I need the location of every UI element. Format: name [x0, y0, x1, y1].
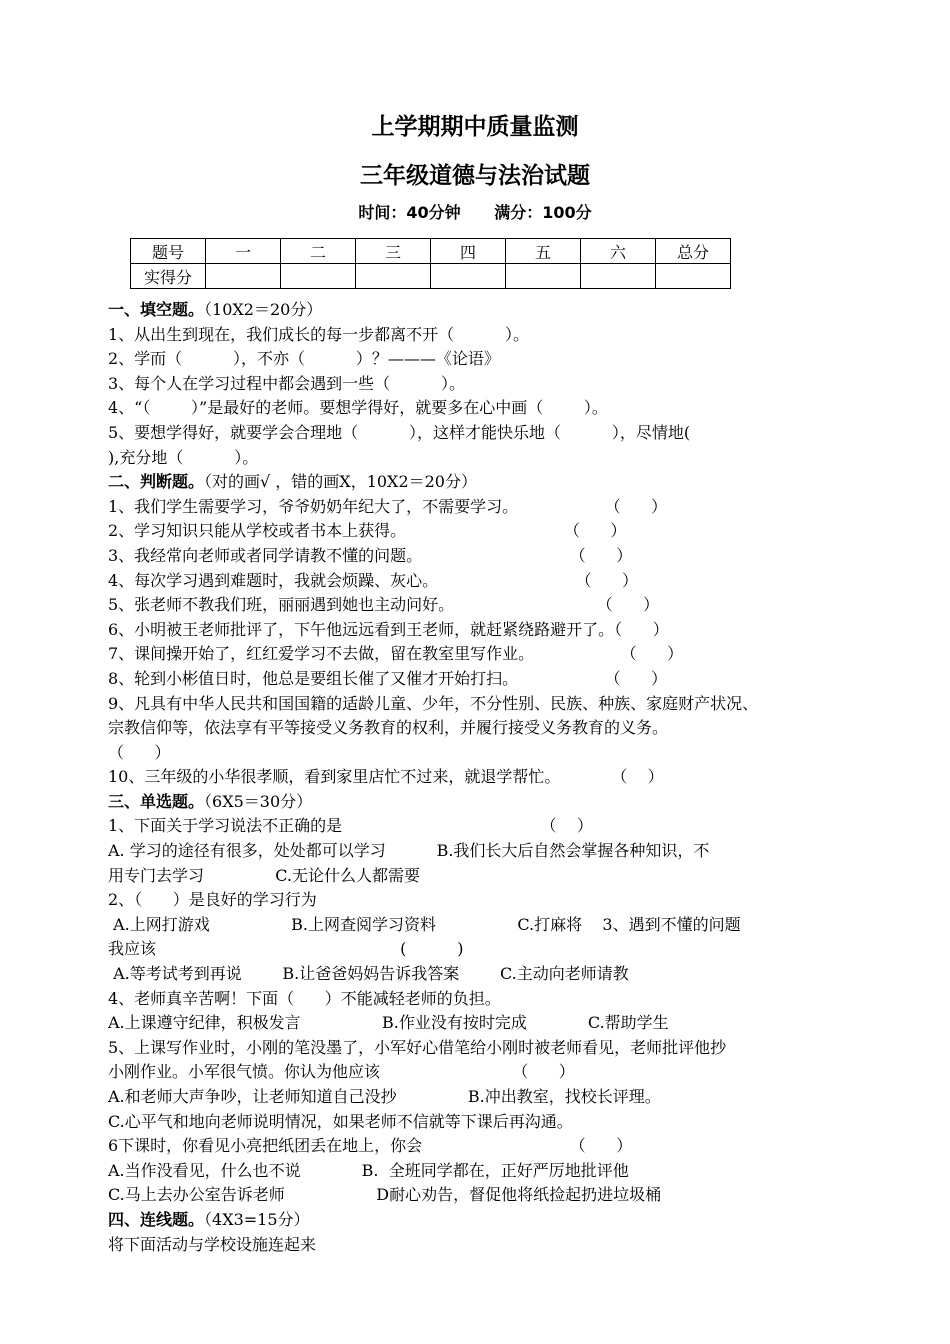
score-input-cell: [206, 264, 281, 289]
exam-meta: [0, 200, 950, 223]
question-line: 将下面活动与学校设施连起来: [108, 1234, 317, 1254]
question-line: 4、老师真辛苦啊！下面（ ）不能减轻老师的负担。: [108, 988, 501, 1008]
section-heading: [108, 298, 843, 323]
question-line: 7、课间操开始了，红红爱学习不去做，留在教室里写作业。 （ ）: [108, 644, 684, 664]
question-line: 4、“（ ）”是最好的老师。要想学得好，就要多在心中画（ ）。: [108, 398, 608, 418]
section-note: （4X3=15分）: [204, 1209, 310, 1229]
score-cell: 五: [506, 239, 581, 264]
question-line: ),充分地（ ）。: [108, 447, 259, 467]
question-line: C.马上去办公室告诉老师 D耐心劝告，督促他将纸捡起扔进垃圾桶: [108, 1185, 662, 1205]
score-input-cell: [656, 264, 731, 289]
exam-title: 上学期期中质量监测: [371, 114, 579, 140]
question-line: 6、小明被王老师批评了，下午他远远看到王老师，就赶紧绕路避开了。（ ）: [108, 619, 669, 639]
exam-content: [108, 298, 843, 1257]
question-line: A.上课遵守纪律，积极发言 B.作业没有按时完成 C.帮助学生: [108, 1013, 669, 1033]
question-line: 3、我经常向老师或者同学请教不懂的问题。 （ ）: [108, 545, 633, 565]
question-line: 2、（ ）是良好的学习行为: [108, 890, 317, 910]
question-line: A.当作没看见，什么也不说 B. 全班同学都在，正好严厉地批评他: [108, 1160, 629, 1180]
question-line: 宗教信仰等，依法享有平等接受义务教育的权利，并履行接受义务教育的义务。: [108, 718, 669, 738]
section-note: （对的画√ ，错的画X，10X2＝20分）: [204, 472, 477, 492]
score-cell: 六: [581, 239, 656, 264]
score-table: [130, 238, 731, 289]
section-heading: [108, 1208, 843, 1233]
question-line: A.和老师大声争吵，让老师知道自己没抄 B.冲出教室，找校长评理。: [108, 1087, 661, 1106]
section-note: （10X2＝20分）: [204, 300, 323, 319]
question-line: 6下课时，你看见小亮把纸团丢在地上，你会 （ ）: [108, 1136, 633, 1156]
question-line: 1、下面关于学习说法不正确的是 （ ）: [108, 816, 593, 836]
section-note: （6X5＝30分）: [204, 791, 313, 811]
score-input-cell: [581, 264, 656, 289]
score-input-cell: [506, 264, 581, 289]
section-title: 三、单选题。: [108, 791, 205, 811]
score-input-cell: [431, 264, 506, 289]
question-line: 5、上课写作业时，小刚的笔没墨了，小军好心借笔给小刚时被老师看见，老师批评他抄: [108, 1037, 727, 1057]
section-title: 一、填空题。: [108, 300, 205, 319]
question-line: 小刚作业。小军很气愤。你认为他应该 （ ）: [108, 1062, 575, 1082]
question-line: 用专门去学习 C.无论什么人都需要: [108, 865, 420, 885]
question-line: 1、我们学生需要学习，爷爷奶奶年纪大了，不需要学习。 （ ）: [108, 496, 668, 516]
score-cell: 实得分: [131, 264, 206, 289]
question-line: A.上网打游戏 B.上网查阅学习资料 C.打麻将 3、遇到不懂的问题: [108, 914, 741, 934]
question-line: 我应该 ( ): [108, 939, 464, 959]
question-line: 3、每个人在学习过程中都会遇到一些（ ）。: [108, 373, 466, 393]
question-line: 8、轮到小彬值日时，他总是要组长催了又催才开始打扫。 （ ）: [108, 668, 668, 688]
score-cell: 三: [356, 239, 431, 264]
score-input-cell: [356, 264, 431, 289]
time-limit: 时间：40分钟: [358, 203, 461, 222]
question-line: A. 学习的途径有很多，处处都可以学习 B.我们长大后自然会掌握各种知识，不: [108, 841, 710, 861]
exam-subtitle: 三年级道德与法治试题: [360, 163, 590, 189]
score-table-value-row: [131, 264, 731, 289]
score-cell: 总分: [656, 239, 731, 264]
question-line: 5、要想学得好，就要学会合理地（ ），这样才能快乐地（ ），尽情地(: [108, 422, 691, 442]
section-title: 四、连线题。: [108, 1209, 205, 1229]
question-line: 5、张老师不教我们班，丽丽遇到她也主动问好。 （ ）: [108, 595, 660, 615]
question-line: 2、学习知识只能从学校或者书本上获得。 （ ）: [108, 521, 627, 541]
question-line: （ ）: [108, 742, 171, 762]
question-line: 10、三年级的小华很孝顺，看到家里店忙不过来，就退学帮忙。 （ ）: [108, 767, 664, 787]
score-table-header-row: [131, 239, 731, 264]
question-line: 4、每次学习遇到难题时，我就会烦躁、灰心。 （ ）: [108, 570, 639, 590]
score-cell: 一: [206, 239, 281, 264]
section-title: 二、判断题。: [108, 472, 205, 492]
section-heading: [108, 470, 843, 495]
score-cell: 四: [431, 239, 506, 264]
question-line: 9、凡具有中华人民共和国国籍的适龄儿童、少年，不分性别、民族、种族、家庭财产状况、: [108, 693, 759, 713]
score-input-cell: [281, 264, 356, 289]
question-line: 1、从出生到现在，我们成长的每一步都离不开（ ）。: [108, 324, 530, 344]
score-cell: 二: [281, 239, 356, 264]
section-heading: [108, 790, 843, 815]
full-score: 满分：100分: [494, 203, 592, 222]
score-cell: 题号: [131, 239, 206, 264]
question-line: 2、学而（ ），不亦（ ）？———《论语》: [108, 349, 500, 369]
question-line: A.等考试考到再说 B.让爸爸妈妈告诉我答案 C.主动向老师请教: [108, 964, 629, 984]
question-line: C.心平气和地向老师说明情况，如果老师不信就等下课后再沟通。: [108, 1111, 573, 1131]
